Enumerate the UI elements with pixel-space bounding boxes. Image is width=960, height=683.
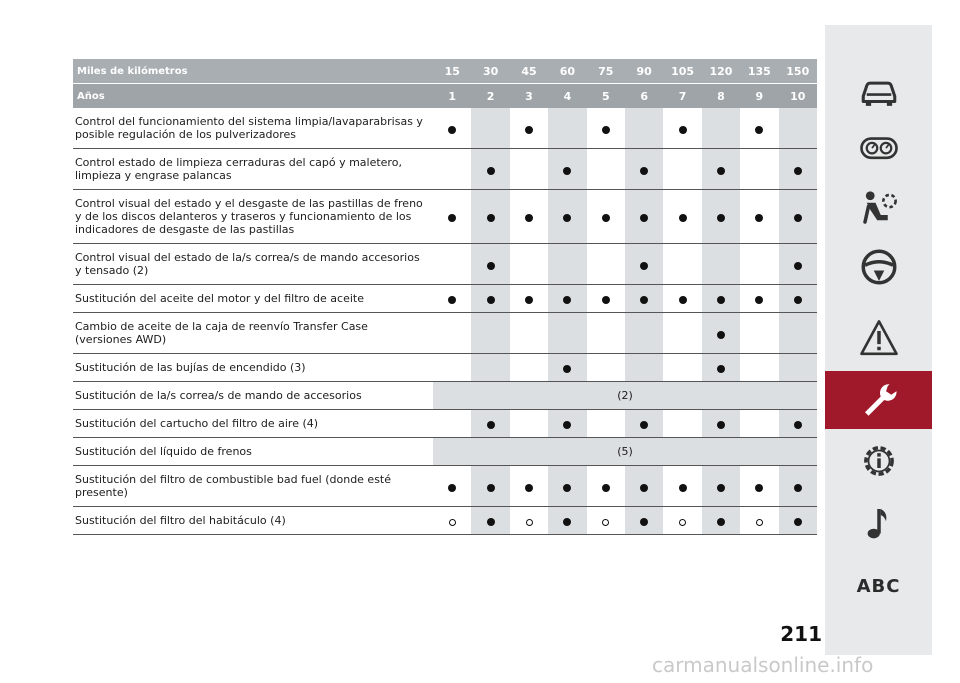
filled-dot-marker <box>717 296 725 304</box>
interval-cell <box>779 410 817 438</box>
interval-cell <box>663 190 701 244</box>
filled-dot-marker <box>602 126 610 134</box>
interval-cell <box>702 466 740 507</box>
table-row <box>73 354 817 382</box>
interval-cell <box>433 285 471 313</box>
interval-cell <box>702 285 740 313</box>
filled-dot-marker <box>602 214 610 222</box>
music-note-icon <box>858 502 900 544</box>
header-km-120: 120 <box>702 59 740 84</box>
hollow-circle-marker <box>449 519 456 526</box>
interval-cell <box>663 244 701 285</box>
page-number: 211 <box>780 622 822 646</box>
table-row <box>73 190 817 244</box>
filled-dot-marker <box>794 262 802 270</box>
interval-cell <box>433 190 471 244</box>
filled-dot-marker <box>563 518 571 526</box>
filled-dot-marker <box>755 214 763 222</box>
interval-cell <box>510 313 548 354</box>
interval-cell <box>779 313 817 354</box>
header-km-90: 90 <box>625 59 663 84</box>
interval-cell <box>779 507 817 535</box>
interval-cell <box>587 244 625 285</box>
filled-dot-marker <box>525 484 533 492</box>
filled-dot-marker <box>794 214 802 222</box>
table-row <box>73 466 817 507</box>
gear-info-icon <box>858 440 900 482</box>
filled-dot-marker <box>448 214 456 222</box>
filled-dot-marker <box>487 167 495 175</box>
filled-dot-marker <box>640 167 648 175</box>
filled-dot-marker <box>487 484 495 492</box>
interval-cell <box>779 285 817 313</box>
interval-cell <box>779 149 817 190</box>
sidebar-item-music-note[interactable] <box>825 494 932 552</box>
interval-cell <box>625 507 663 535</box>
filled-dot-marker <box>679 126 687 134</box>
table-row <box>73 149 817 190</box>
interval-cell <box>702 507 740 535</box>
interval-cell <box>433 149 471 190</box>
interval-cell <box>625 108 663 149</box>
header-year-5: 5 <box>587 84 625 109</box>
header-year-9: 9 <box>740 84 778 109</box>
sidebar-item-abc-index[interactable] <box>825 557 932 615</box>
row-label: Control del funcionamiento del sistema limpia/lavaparabrisas y posible regulación de los pulverizadores <box>73 108 433 149</box>
filled-dot-marker <box>794 484 802 492</box>
filled-dot-marker <box>602 296 610 304</box>
interval-cell <box>433 108 471 149</box>
interval-cell <box>433 466 471 507</box>
filled-dot-marker <box>679 296 687 304</box>
interval-cell <box>779 108 817 149</box>
header-year-8: 8 <box>702 84 740 109</box>
filled-dot-marker <box>487 262 495 270</box>
interval-cell <box>702 190 740 244</box>
airbag-seat-icon <box>858 187 900 229</box>
interval-cell <box>740 190 778 244</box>
row-label: Cambio de aceite de la caja de reenvío Transfer Case (versiones AWD) <box>73 313 433 354</box>
interval-cell <box>702 149 740 190</box>
interval-cell <box>779 466 817 507</box>
row-label: Sustitución de las bujías de encendido (3) <box>73 354 433 382</box>
interval-cell <box>625 354 663 382</box>
filled-dot-marker <box>563 214 571 222</box>
watermark: carmanualsonline.info <box>652 653 874 677</box>
filled-dot-marker <box>640 484 648 492</box>
header-km-105: 105 <box>663 59 701 84</box>
interval-cell <box>510 410 548 438</box>
filled-dot-marker <box>755 296 763 304</box>
abc-index-icon: ABC <box>856 575 901 597</box>
interval-cell <box>548 354 586 382</box>
interval-cell <box>548 466 586 507</box>
filled-dot-marker <box>487 296 495 304</box>
row-label: Control visual del estado y el desgaste de las pastillas de freno y de los discos delanteros y traseros y funcionamiento de los indicadores de desgaste de las pastillas <box>73 190 433 244</box>
filled-dot-marker <box>717 167 725 175</box>
car-icon <box>858 70 900 112</box>
row-label: Sustitución del filtro del habitáculo (4) <box>73 507 433 535</box>
interval-cell <box>740 507 778 535</box>
interval-cell <box>587 466 625 507</box>
sidebar-item-car[interactable] <box>825 62 932 120</box>
filled-dot-marker <box>448 296 456 304</box>
interval-cell <box>663 410 701 438</box>
header-km-30: 30 <box>471 59 509 84</box>
table-row <box>73 313 817 354</box>
filled-dot-marker <box>525 214 533 222</box>
interval-cell <box>587 108 625 149</box>
header-year-2: 2 <box>471 84 509 109</box>
interval-cell <box>548 313 586 354</box>
interval-cell <box>471 354 509 382</box>
interval-cell <box>625 410 663 438</box>
interval-cell <box>702 313 740 354</box>
interval-cell <box>740 285 778 313</box>
filled-dot-marker <box>794 296 802 304</box>
table-row <box>73 244 817 285</box>
maintenance-schedule-table <box>73 59 817 535</box>
wrench-icon <box>858 379 900 421</box>
sidebar-item-warning-triangle[interactable] <box>825 309 932 367</box>
filled-dot-marker <box>717 365 725 373</box>
interval-cell <box>471 190 509 244</box>
filled-dot-marker <box>563 484 571 492</box>
filled-dot-marker <box>563 167 571 175</box>
filled-dot-marker <box>755 126 763 134</box>
interval-cell <box>587 410 625 438</box>
interval-cell <box>548 507 586 535</box>
interval-cell <box>779 354 817 382</box>
interval-cell <box>587 149 625 190</box>
sidebar-item-wrench[interactable] <box>825 371 932 429</box>
interval-cell <box>433 244 471 285</box>
interval-cell <box>663 466 701 507</box>
interval-cell <box>625 149 663 190</box>
filled-dot-marker <box>640 518 648 526</box>
sidebar-item-airbag-seat[interactable] <box>825 179 932 237</box>
interval-cell <box>471 507 509 535</box>
interval-cell <box>779 190 817 244</box>
sidebar-item-steering-wheel[interactable] <box>825 238 932 296</box>
filled-dot-marker <box>487 421 495 429</box>
filled-dot-marker <box>640 421 648 429</box>
interval-cell <box>510 244 548 285</box>
interval-cell <box>548 108 586 149</box>
interval-cell <box>625 190 663 244</box>
interval-cell <box>663 149 701 190</box>
interval-cell <box>510 285 548 313</box>
table-row <box>73 285 817 313</box>
filled-dot-marker <box>602 484 610 492</box>
row-span-note: (5) <box>433 438 817 466</box>
warning-triangle-icon <box>858 317 900 359</box>
interval-cell <box>433 313 471 354</box>
header-km-15: 15 <box>433 59 471 84</box>
interval-cell <box>740 313 778 354</box>
header-km-60: 60 <box>548 59 586 84</box>
interval-cell <box>663 108 701 149</box>
filled-dot-marker <box>755 484 763 492</box>
interval-cell <box>663 354 701 382</box>
hollow-circle-marker <box>602 519 609 526</box>
interval-cell <box>510 108 548 149</box>
header-km-135: 135 <box>740 59 778 84</box>
row-label: Sustitución del filtro de combustible bad fuel (donde esté presente) <box>73 466 433 507</box>
interval-cell <box>510 190 548 244</box>
filled-dot-marker <box>717 421 725 429</box>
interval-cell <box>702 354 740 382</box>
header-year-1: 1 <box>433 84 471 109</box>
filled-dot-marker <box>487 214 495 222</box>
interval-cell <box>625 244 663 285</box>
interval-cell <box>740 410 778 438</box>
interval-cell <box>471 285 509 313</box>
filled-dot-marker <box>487 518 495 526</box>
interval-cell <box>471 149 509 190</box>
interval-cell <box>587 354 625 382</box>
filled-dot-marker <box>640 296 648 304</box>
row-label: Sustitución del líquido de frenos <box>73 438 433 466</box>
interval-cell <box>740 354 778 382</box>
filled-dot-marker <box>525 126 533 134</box>
filled-dot-marker <box>679 214 687 222</box>
interval-cell <box>663 285 701 313</box>
row-span-note: (2) <box>433 382 817 410</box>
filled-dot-marker <box>794 518 802 526</box>
interval-cell <box>663 507 701 535</box>
filled-dot-marker <box>563 365 571 373</box>
interval-cell <box>548 244 586 285</box>
table-body <box>73 108 817 535</box>
interval-cell <box>625 285 663 313</box>
filled-dot-marker <box>679 484 687 492</box>
interval-cell <box>548 149 586 190</box>
header-years-label: Años <box>73 84 433 109</box>
table-row <box>73 108 817 149</box>
interval-cell <box>702 410 740 438</box>
filled-dot-marker <box>717 518 725 526</box>
table-row <box>73 438 817 466</box>
row-label: Sustitución del cartucho del filtro de aire (4) <box>73 410 433 438</box>
filled-dot-marker <box>563 296 571 304</box>
row-label: Control estado de limpieza cerraduras del capó y maletero, limpieza y engrase palancas <box>73 149 433 190</box>
header-row-km <box>73 59 817 84</box>
interval-cell <box>433 410 471 438</box>
header-year-3: 3 <box>510 84 548 109</box>
chapter-sidebar <box>825 25 932 655</box>
row-label: Sustitución del aceite del motor y del filtro de aceite <box>73 285 433 313</box>
interval-cell <box>587 190 625 244</box>
filled-dot-marker <box>794 421 802 429</box>
interval-cell <box>625 313 663 354</box>
header-year-10: 10 <box>779 84 817 109</box>
table-row <box>73 382 817 410</box>
interval-cell <box>625 466 663 507</box>
interval-cell <box>702 244 740 285</box>
interval-cell <box>510 507 548 535</box>
header-km-75: 75 <box>587 59 625 84</box>
filled-dot-marker <box>794 167 802 175</box>
interval-cell <box>548 410 586 438</box>
interval-cell <box>779 244 817 285</box>
interval-cell <box>471 466 509 507</box>
interval-cell <box>510 466 548 507</box>
interval-cell <box>663 313 701 354</box>
interval-cell <box>433 354 471 382</box>
hollow-circle-marker <box>756 519 763 526</box>
interval-cell <box>471 108 509 149</box>
header-km-label: Miles de kilómetros <box>73 59 433 84</box>
interval-cell <box>471 244 509 285</box>
row-label: Control visual del estado de la/s correa/s de mando accesorios y tensado (2) <box>73 244 433 285</box>
interval-cell <box>702 108 740 149</box>
interval-cell <box>587 507 625 535</box>
filled-dot-marker <box>640 262 648 270</box>
filled-dot-marker <box>640 214 648 222</box>
header-year-7: 7 <box>663 84 701 109</box>
interval-cell <box>740 149 778 190</box>
interval-cell <box>471 313 509 354</box>
interval-cell <box>433 507 471 535</box>
filled-dot-marker <box>448 126 456 134</box>
interval-cell <box>510 354 548 382</box>
header-row-years <box>73 84 817 109</box>
filled-dot-marker <box>525 296 533 304</box>
table-row <box>73 507 817 535</box>
hollow-circle-marker <box>526 519 533 526</box>
filled-dot-marker <box>448 484 456 492</box>
hollow-circle-marker <box>679 519 686 526</box>
interval-cell <box>740 466 778 507</box>
row-label: Sustitución de la/s correa/s de mando de accesorios <box>73 382 433 410</box>
filled-dot-marker <box>717 484 725 492</box>
filled-dot-marker <box>563 421 571 429</box>
interval-cell <box>587 285 625 313</box>
filled-dot-marker <box>717 214 725 222</box>
interval-cell <box>740 108 778 149</box>
table-row <box>73 410 817 438</box>
dashboard-gauges-icon <box>858 128 900 170</box>
sidebar-item-dashboard-gauges[interactable] <box>825 120 932 178</box>
header-km-45: 45 <box>510 59 548 84</box>
maintenance-table-container <box>73 59 817 535</box>
interval-cell <box>548 285 586 313</box>
filled-dot-marker <box>717 331 725 339</box>
steering-wheel-icon <box>858 246 900 288</box>
interval-cell <box>587 313 625 354</box>
interval-cell <box>510 149 548 190</box>
header-year-4: 4 <box>548 84 586 109</box>
sidebar-item-gear-info[interactable] <box>825 432 932 490</box>
header-km-150: 150 <box>779 59 817 84</box>
interval-cell <box>471 410 509 438</box>
header-year-6: 6 <box>625 84 663 109</box>
interval-cell <box>548 190 586 244</box>
interval-cell <box>740 244 778 285</box>
